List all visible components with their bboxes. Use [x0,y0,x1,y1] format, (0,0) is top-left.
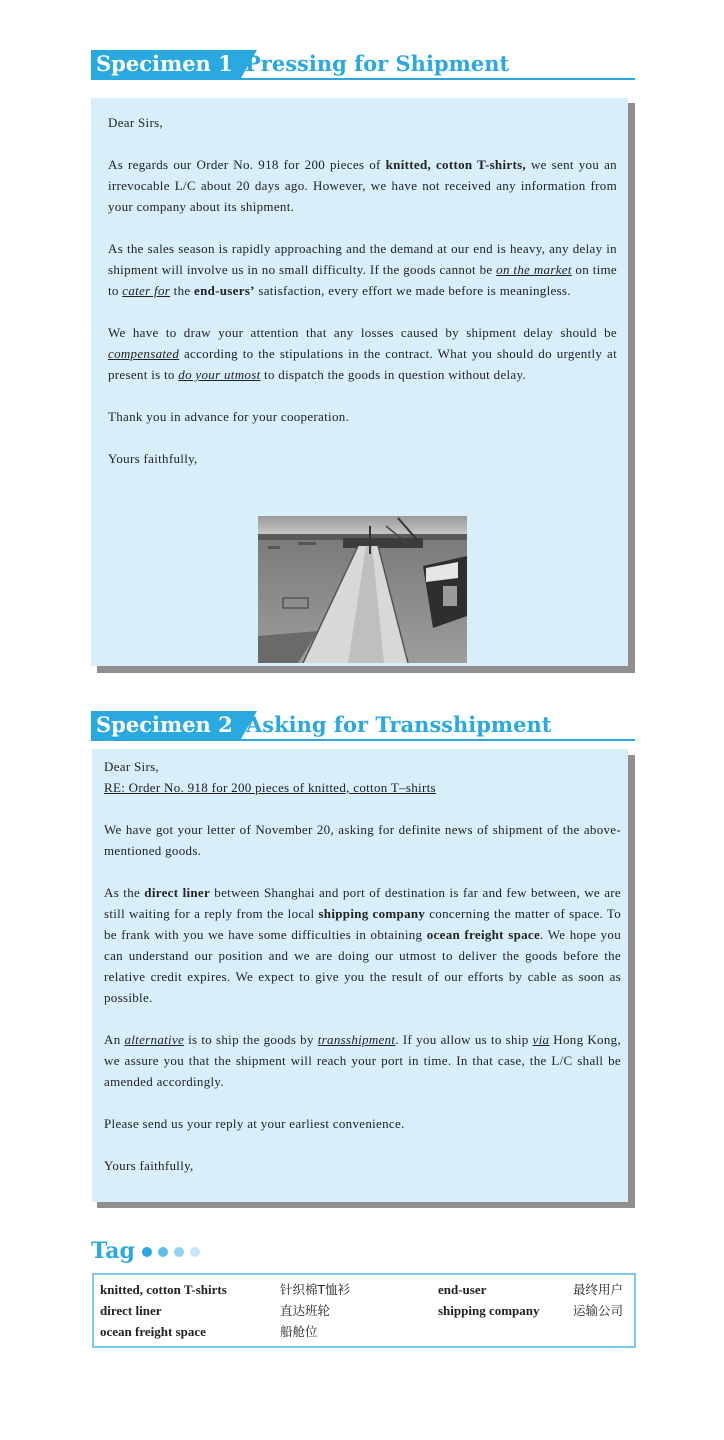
specimen-1-rule [91,78,635,80]
letter-2-paragraph-4: Please send us your reply at your earliest convenience. [104,1116,405,1131]
specimen-1-tab-label: Specimen 1 [96,51,233,76]
letter-1-paragraph-3: We have to draw your attention that any losses caused by shipment delay should be compensated according to the stipulations in the contract. What you should do urgently at present is to do your utmost to dispatch the goods in question without delay. [108,325,617,382]
specimen-1-title: Pressing for Shipment [245,51,510,76]
harbor-pier-photo [258,516,467,663]
tag-title: Tag [91,1238,135,1264]
letter-2-paragraph-3: An alternative is to ship the goods by transshipment. If you allow us to ship via Hong Kong, we assure you that the shipment will reach your port in time. In that case, the L/C shall be amended accordingly. [104,1032,621,1089]
letter-2-re-line: RE: Order No. 918 for 200 pieces of knitted, cotton T–shirts [104,780,436,795]
tag-dot-icon [174,1247,184,1257]
glossary-translation: 运输公司 [573,1303,624,1318]
letter-2-paragraph-1: We have got your letter of November 20, asking for definite news of shipment of the above-mentioned goods. [104,822,621,858]
letter-1-closing: Yours faithfully, [108,451,198,466]
letter-1-paragraph-2: As the sales season is rapidly approaching and the demand at our end is heavy, any delay in shipment will involve us in no small difficulty. If the goods cannot be on the market on time to cater for the end-users’ satisfaction, every effort we made before is meaningless. [108,241,618,298]
glossary-translation: 针织棉T恤衫 [280,1282,351,1297]
specimen-2-tab [91,711,241,739]
glossary-translation: 直达班轮 [280,1303,331,1318]
specimen-1-header [91,50,635,80]
glossary-term: shipping company [438,1303,540,1318]
letter-1-paragraph-4: Thank you in advance for your cooperation. [108,409,350,424]
specimen-1-tab [91,50,241,78]
tag-dot-icon [142,1247,152,1257]
glossary-translation: 最终用户 [573,1282,624,1297]
glossary-term: knitted, cotton T-shirts [100,1282,227,1297]
glossary-translation: 船舱位 [280,1324,318,1339]
tag-dot-icon [190,1247,200,1257]
specimen-2-tab-label: Specimen 2 [96,712,233,737]
letter-2-salutation: Dear Sirs, [104,759,159,774]
glossary-term: ocean freight space [100,1324,206,1339]
tag-glossary-table [92,1273,636,1348]
specimen-2-rule [91,739,635,741]
glossary-term: direct liner [100,1303,162,1318]
letter-2 [92,749,628,1202]
letter-2-closing: Yours faithfully, [104,1158,194,1173]
letter-2-paragraph-2: As the direct liner between Shanghai and port of destination is far and few between, we are still waiting for a reply from the local shipping company concerning the matter of space. To be frank with you we have some difficulties in obtaining ocean freight space. We hope you can understand our position and we are doing our utmost to deliver the goods before the relative credit expires. We expect to give you the result of our efforts by cable as soon as possible. [104,885,621,1005]
letter-1-salutation: Dear Sirs, [108,115,163,130]
tag-dot-icon [158,1247,168,1257]
glossary-term: end-user [438,1282,487,1297]
letter-1-paragraph-1: As regards our Order No. 918 for 200 pieces of knitted, cotton T-shirts, we sent you an irrevocable L/C about 20 days ago. However, we have not received any information from your company about its shipment. [108,157,617,214]
specimen-2-title: Asking for Transshipment [246,712,552,737]
specimen-2-header [91,711,635,741]
